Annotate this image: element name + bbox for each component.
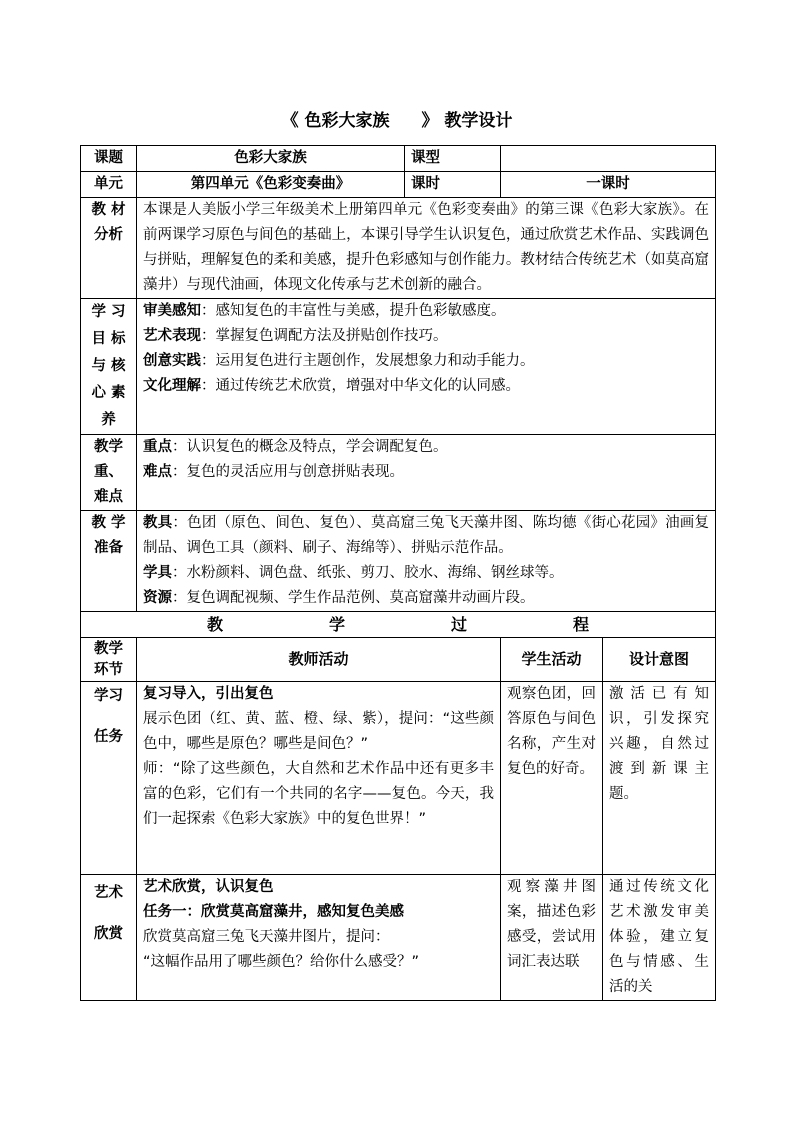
type-label: 课型 (405, 146, 501, 172)
prep-row (81, 511, 716, 612)
col-student-header: 学生活动 (501, 638, 603, 682)
process-heading: 教 学 过 程 (81, 612, 716, 638)
document-title (0, 106, 794, 131)
design-intent: 激活已有知识，引发探究兴趣，自然过渡到新课主题。 (603, 682, 716, 875)
goal-item: 文化理解：通过传统艺术欣赏，增强对中华文化的认同感。 (143, 378, 520, 394)
hours-label: 课时 (405, 172, 501, 198)
analysis-row (81, 198, 716, 299)
analysis-text: 本课是人美版小学三年级美术上册第四单元《色彩变奏曲》的第三课《色彩大家族》。在前两课学习原色与间色的基础上，本课引导学生认识复色，通过欣赏艺术作品、实践调色与拼贴，理解复色的柔和美感，提升色彩感知与创作能力。教材结合传统艺术（如莫高窟藻井）与现代油画，体现文化传承与艺术创新的融合。 (137, 198, 716, 299)
prep-label: 教 学 准备 (81, 511, 137, 612)
topic-row (81, 146, 716, 172)
col-teacher-header: 教师活动 (137, 638, 501, 682)
goal-item: 创意实践：运用复色进行主题创作，发展想象力和动手能力。 (143, 353, 535, 369)
col-stage-header: 教学 环节 (81, 638, 137, 682)
hours-value: 一课时 (501, 172, 716, 198)
topic-value: 色彩大家族 (137, 146, 405, 172)
keypoints-row (81, 435, 716, 511)
analysis-label: 教 材 分析 (81, 198, 137, 299)
keypoints-text: 重点：认识复色的概念及特点，学会调配复色。 难点：复色的灵活应用与创意拼贴表现。 (137, 435, 716, 511)
unit-value: 第四单元《色彩变奏曲》 (137, 172, 405, 198)
type-value (501, 146, 716, 172)
unit-row (81, 172, 716, 198)
process-row (81, 682, 716, 875)
prep-text: 教具：色团（原色、间色、复色）、莫高窟三兔飞天藻井图、陈均德《街心花园》油画复制品、调色工具（颜料、刷子、海绵等）、拼贴示范作品。 学具：水粉颜料、调色盘、纸张、剪刀、胶水、海绵、钢丝球等。 资源：复色调配视频、学生作品范例、莫高窟藻井动画片段。 (137, 511, 716, 612)
goals-row (81, 299, 716, 435)
unit-label: 单元 (81, 172, 137, 198)
student-activity: 观察藻井图案，描述色彩感受，尝试用词汇表达联 (501, 875, 603, 1001)
col-intent-header: 设计意图 (603, 638, 716, 682)
goal-item: 艺术表现：掌握复色调配方法及拼贴创作技巧。 (143, 328, 448, 344)
teacher-activity: 复习导入，引出复色 展示色团（红、黄、蓝、橙、绿、紫），提问：“这些颜色中，哪些是原色？哪些是间色？” 师：“除了这些颜色，大自然和艺术作品中还有更多丰富的色彩，它们有一个共同的名字——复色。今天，我们一起探索《色彩大家族》中的复色世界！” (137, 682, 501, 875)
topic-label: 课题 (81, 146, 137, 172)
process-row (81, 875, 716, 1001)
keypoints-label: 教学 重、 难点 (81, 435, 137, 511)
process-heading-row (81, 612, 716, 638)
goals-list (137, 299, 716, 435)
stage-cell: 学习 任务 (81, 682, 137, 875)
goal-item: 审美感知：感知复色的丰富性与美感，提升色彩敏感度。 (143, 303, 506, 319)
goals-label: 学 习 目 标 与 核 心 素 养 (81, 299, 137, 435)
design-intent: 通过传统文化艺术激发审美体验，建立复色与情感、生活的关 (603, 875, 716, 1001)
lesson-plan-table (80, 145, 716, 1001)
teacher-activity: 艺术欣赏，认识复色 任务一：欣赏莫高窟藻井，感知复色美感 欣赏莫高窟三兔飞天藻井图片，提问： “这幅作品用了哪些颜色？给你什么感受？” (137, 875, 501, 1001)
title-left: 《 色彩大家族 (281, 111, 390, 131)
stage-cell: 艺术 欣赏 (81, 875, 137, 1001)
process-header-row (81, 638, 716, 682)
student-activity: 观察色团，回答原色与间色名称，产生对复色的好奇。 (501, 682, 603, 875)
title-right: 》 教学设计 (421, 111, 513, 131)
